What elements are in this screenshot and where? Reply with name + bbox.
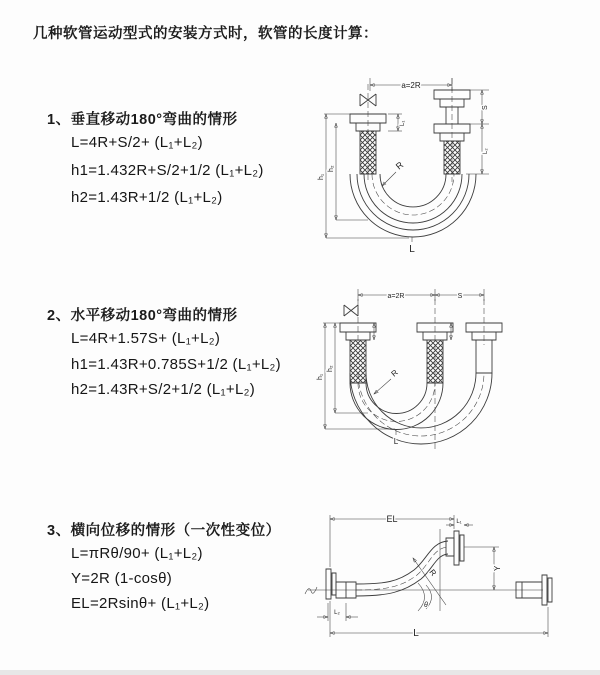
l2-label: L₂ [483, 148, 489, 154]
dim-l1 [388, 114, 406, 131]
section-1-heading: 1、垂直移动180°弯曲的情形 [47, 112, 238, 128]
s-label: S [482, 105, 489, 110]
upper-right-flange-assembly [446, 531, 464, 565]
dim-l2 [466, 124, 489, 174]
hose-position-2-arcs [350, 373, 492, 444]
dim-l2 [317, 603, 358, 621]
flange [460, 535, 464, 561]
length-label: L [393, 437, 399, 446]
section-3-heading: 3、横向位移的情形（一次性变位） [47, 523, 281, 539]
section-1-formula-L: L=4R+S/2+ (L₁+L₂) [71, 134, 203, 151]
el-label: EL [386, 514, 398, 524]
l1-label: L₁ [400, 120, 406, 126]
pipe-break-icon [305, 587, 317, 594]
section-3-formula-Y: Y=2R (1-cosθ) [71, 570, 173, 587]
hose-braid [444, 141, 460, 174]
dim-s [435, 293, 484, 300]
dim-a2r [370, 78, 452, 91]
left-pipe-assembly [350, 84, 386, 182]
section-1-formula-h2: h2=1.43R+1/2 (L₁+L₂) [71, 189, 223, 206]
theta-label: θ [424, 602, 428, 609]
valve-icon [344, 305, 358, 316]
horizontal-180-bend-diagram [313, 283, 590, 455]
y-label: Y [493, 565, 502, 571]
u-bend-hose-arcs [350, 174, 476, 237]
h1-label: h₁ [317, 373, 324, 380]
l2-label: L₂ [334, 610, 340, 616]
length-label-group [394, 430, 399, 446]
middle-pipe-assembly [417, 323, 453, 383]
radius-leader [374, 368, 400, 394]
page-bottom-edge [0, 670, 600, 675]
joint-tick-dims [374, 323, 451, 340]
hose-braid [427, 340, 443, 383]
radius-leader [382, 159, 406, 186]
l1-label: L₁ [456, 519, 462, 525]
dim-el [330, 514, 454, 567]
s-label: S [457, 293, 463, 300]
section-3-formula-L: L=πRθ/90+ (L₁+L₂) [71, 545, 203, 562]
flange [548, 578, 552, 602]
length-label-group [409, 237, 415, 255]
page-title: 几种软管运动型式的安装方式时，软管的长度计算： [33, 26, 378, 42]
left-flange-assembly [326, 569, 356, 599]
radius-label: R [389, 367, 400, 379]
dim-s [470, 90, 489, 124]
dim-y [464, 547, 502, 590]
dim-a2r-label: a=2R [387, 293, 405, 300]
section-1-formula-h1: h1=1.432R+S/2+1/2 (L₁+L₂) [71, 162, 264, 179]
flange [454, 531, 459, 565]
lateral-displacement-diagram [300, 505, 595, 645]
hose-braid [360, 131, 376, 174]
section-3-formula-EL: EL=2Rsinθ+ (L₁+L₂) [71, 595, 210, 612]
length-label: L [413, 628, 419, 639]
section-2-formula-h1: h1=1.43R+0.785S+1/2 (L₁+L₂) [71, 356, 281, 373]
dim-a2r-label: a=2R [401, 81, 421, 90]
flange [332, 573, 336, 595]
section-2-heading: 2、水平移动180°弯曲的情形 [47, 308, 238, 324]
radius-label: R [393, 159, 406, 172]
length-label: L [409, 244, 415, 255]
right-pipe-assembly [434, 78, 470, 182]
h2-label: h₂ [327, 365, 334, 372]
h1-label: h₁ [318, 173, 325, 180]
h2-label: h₂ [328, 165, 335, 172]
dim-l1 [446, 519, 473, 525]
section-2-formula-L: L=4R+1.57S+ (L₁+L₂) [71, 330, 221, 347]
flange [326, 569, 331, 599]
vertical-180-bend-diagram [310, 70, 590, 260]
dim-l [330, 601, 548, 639]
radius-label: R [427, 567, 439, 578]
section-2-formula-h2: h2=1.43R+S/2+1/2 (L₁+L₂) [71, 381, 256, 398]
